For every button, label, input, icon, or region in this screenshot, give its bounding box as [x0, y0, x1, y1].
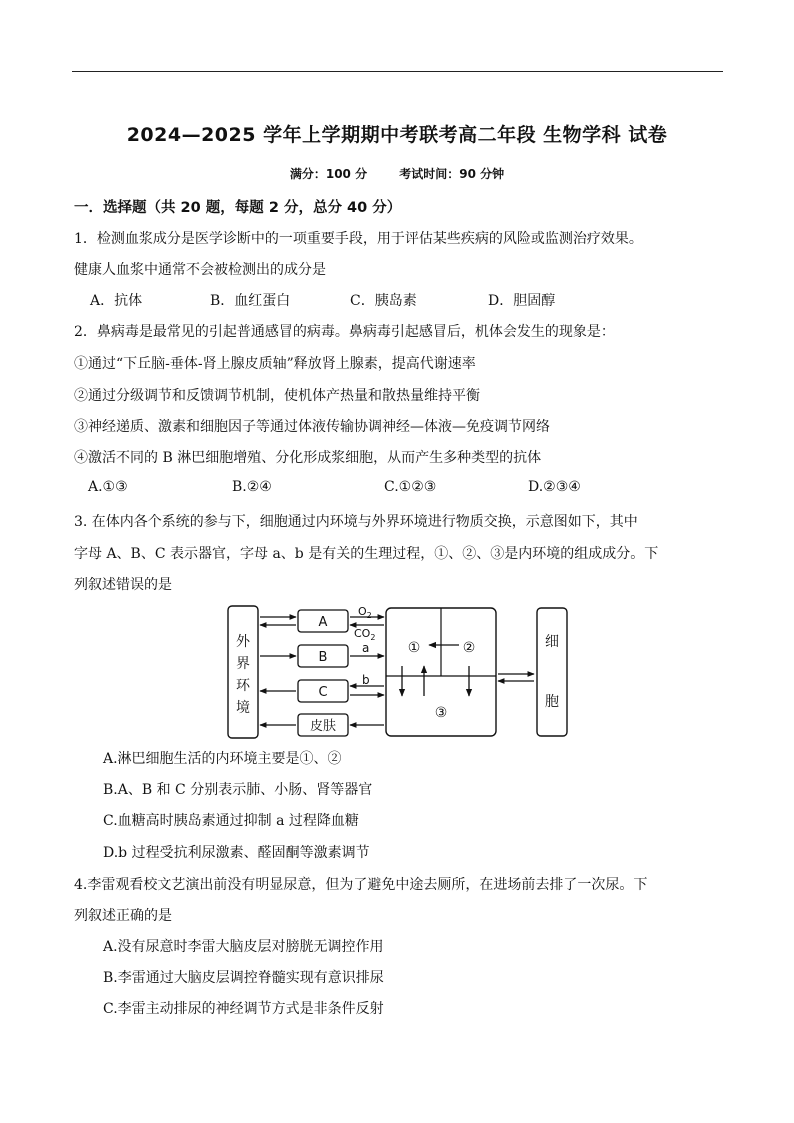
header-rule	[72, 71, 723, 72]
q4-option-b: B.李雷通过大脑皮层调控脊髓实现有意识排尿	[103, 970, 384, 986]
fluid-1-label: ①	[407, 640, 421, 656]
co2-label: $CO_2$	[354, 627, 376, 642]
q2-option-c: C.①②③	[384, 479, 437, 495]
q3-option-b: B.A、B 和 C 分别表示肺、小肠、肾等器官	[103, 782, 373, 798]
fluid-2-label: ②	[462, 640, 476, 656]
fluid-3-label: ③	[434, 705, 448, 721]
env-char-2: 界	[236, 656, 250, 672]
organ-a-label: A	[318, 615, 328, 630]
full-score: 满分：100 分	[289, 167, 368, 181]
o2-label: $O_2$	[358, 605, 372, 620]
q1-stem-line1: 1．检测血浆成分是医学诊断中的一项重要手段，用于评估某些疾病的风险或监测治疗效果。	[74, 231, 643, 247]
q2-item-4: ④激活不同的 B 淋巴细胞增殖、分化形成浆细胞，从而产生多种类型的抗体	[74, 450, 542, 466]
exam-time: 考试时间：90 分钟	[399, 167, 505, 181]
q1-option-b: B．血红蛋白	[210, 293, 291, 309]
section-heading: 一．选择题（共 20 题，每题 2 分，总分 40 分）	[74, 200, 402, 216]
q1-option-d: D．胆固醇	[488, 293, 556, 309]
q1-stem-line2: 健康人血浆中通常不会被检测出的成分是	[74, 262, 326, 278]
exam-subtitle	[0, 165, 794, 182]
organ-c-label: C	[318, 685, 328, 700]
env-char-1: 外	[236, 634, 250, 650]
env-char-4: 境	[236, 700, 250, 716]
q2-option-d: D.②③④	[528, 479, 581, 495]
external-env-box	[228, 606, 258, 738]
q1-option-c: C．胰岛素	[350, 293, 417, 309]
cell-box	[537, 608, 567, 736]
organ-b-label: B	[318, 650, 328, 665]
q3-stem-line2: 字母 A、B、C 表示器官，字母 a、b 是有关的生理过程，①、②、③是内环境的组成成分。下	[74, 546, 659, 562]
exam-title: 2024—2025 学年上学期期中考联考高二年段 生物学科 试卷	[126, 124, 668, 146]
q3-stem-line1: 3. 在体内各个系统的参与下，细胞通过内环境与外界环境进行物质交换，示意图如下，其中	[74, 514, 638, 530]
cell-char-1: 细	[545, 634, 559, 650]
q2-item-1: ①通过“下丘脑-垂体-肾上腺皮质轴”释放肾上腺素，提高代谢速率	[74, 356, 476, 372]
q3-option-d: D.b 过程受抗利尿激素、醛固酮等激素调节	[103, 845, 370, 861]
q1-option-a: A．抗体	[90, 293, 143, 309]
skin-label: 皮肤	[309, 719, 337, 734]
q2-item-2: ②通过分级调节和反馈调节机制，使机体产热量和散热量维持平衡	[74, 388, 480, 404]
process-a-label: a	[362, 641, 370, 655]
q2-item-3: ③神经递质、激素和细胞因子等通过体液传输协调神经—体液—免疫调节网络	[74, 419, 550, 435]
q4-option-c: C.李雷主动排尿的神经调节方式是非条件反射	[103, 1001, 384, 1017]
q2-stem: 2．鼻病毒是最常见的引起普通感冒的病毒。鼻病毒引起感冒后，机体会发生的现象是：	[74, 324, 615, 340]
q2-option-a: A.①③	[88, 479, 128, 495]
q3-option-a: A.淋巴细胞生活的内环境主要是①、②	[103, 751, 342, 767]
q3-option-c: C.血糖高时胰岛素通过抑制 a 过程降血糖	[103, 813, 359, 829]
q4-option-a: A.没有尿意时李雷大脑皮层对膀胱无调控作用	[103, 939, 384, 955]
process-b-label: b	[362, 673, 370, 687]
env-char-3: 环	[236, 678, 250, 694]
q4-stem-line2: 列叙述正确的是	[74, 908, 172, 924]
q2-option-b: B.②④	[232, 479, 272, 495]
q3-stem-line3: 列叙述错误的是	[74, 577, 172, 593]
exchange-diagram	[226, 604, 572, 740]
q4-stem-line1: 4.李雷观看校文艺演出前没有明显尿意，但为了避免中途去厕所，在进场前去排了一次尿。下	[74, 877, 648, 893]
cell-char-2: 胞	[545, 694, 559, 710]
